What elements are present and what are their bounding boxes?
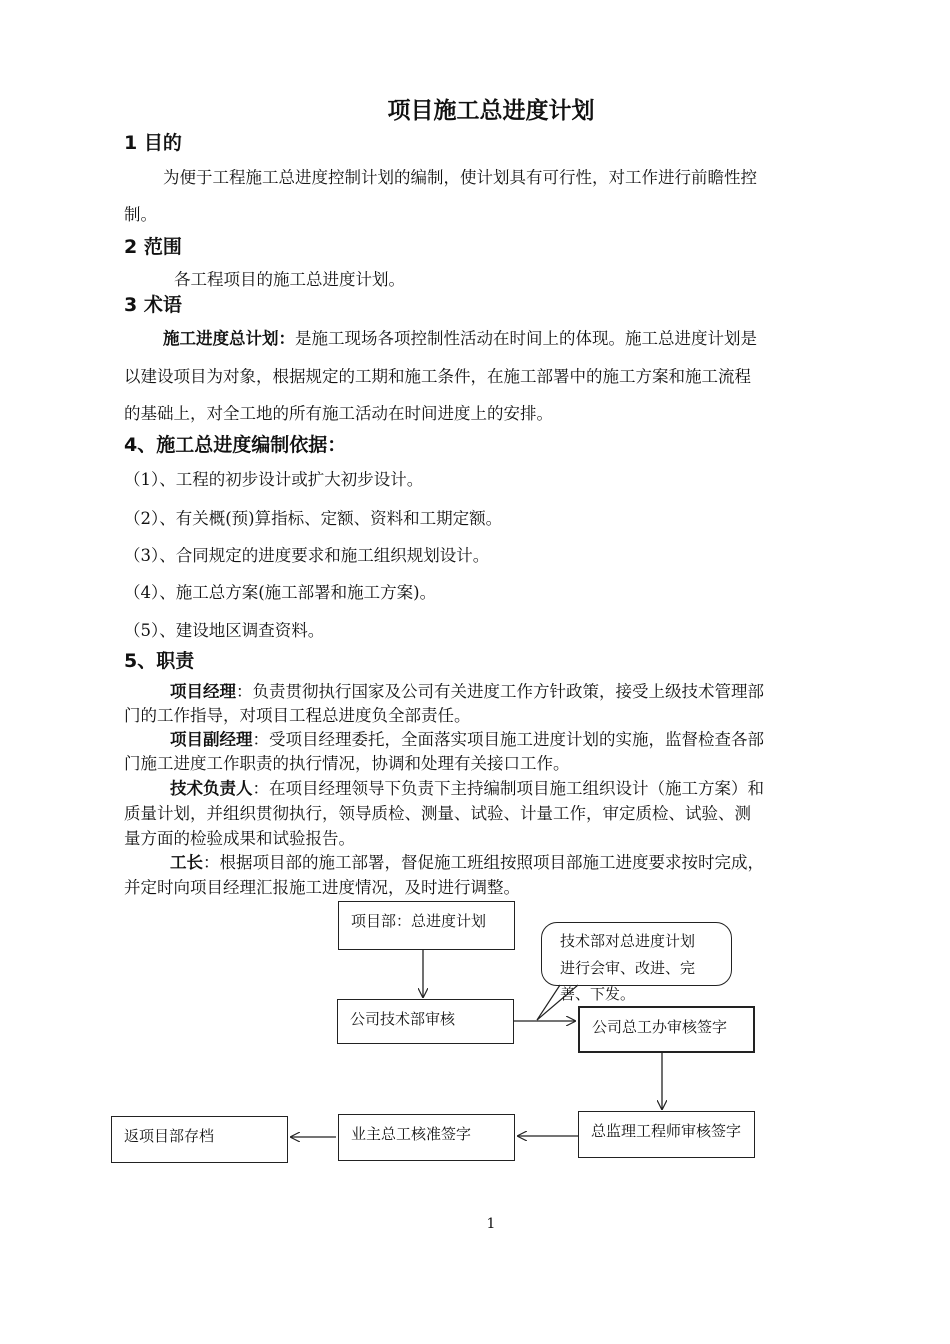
note-line-2: 进行会审、改进、完 (560, 959, 696, 977)
note-line-1: 技术部对总进度计划 (560, 932, 696, 950)
flow-box-supervisor: 总监理工程师审核签字 (578, 1111, 755, 1158)
page-number: 1 (486, 1216, 496, 1232)
role-tech-lead-line-3: 量方面的检验成果和试验报告。 (124, 829, 355, 848)
term-definition: 是施工现场各项控制性活动在时间上的体现。施工总进度计划是 (295, 329, 757, 348)
section-1-text-line-1: 为便于工程施工总进度控制计划的编制，使计划具有可行性，对工作进行前瞻性控 (163, 168, 757, 187)
section-3-text-line-1 (163, 325, 757, 349)
basis-item-5: （5）、建设地区调查资料。 (124, 621, 325, 640)
note-line-3: 善、下发。 (560, 985, 636, 1003)
basis-item-3: （3）、合同规定的进度要求和施工组织规划设计。 (124, 546, 490, 565)
section-3-text-line-2: 以建设项目为对象，根据规定的工期和施工条件，在施工部署中的施工方案和施工流程 (124, 367, 751, 386)
role-tech-lead-line-2: 质量计划，并组织贯彻执行，领导质检、测量、试验、计量工作，审定质检、试验、测 (124, 804, 751, 823)
flow-box-archive: 返项目部存档 (111, 1116, 288, 1163)
section-3-text-line-3: 的基础上，对全工地的所有施工活动在时间进度上的安排。 (124, 404, 553, 423)
term-label: 施工进度总计划： (163, 329, 295, 348)
role-project-manager-line-2: 门的工作指导，对项目工程总进度负全部责任。 (124, 706, 471, 725)
flow-box-chief-engineer: 公司总工办审核签字 (578, 1006, 755, 1053)
section-1-text-line-2: 制。 (124, 205, 157, 224)
flow-box-owner: 业主总工核准签字 (338, 1114, 515, 1161)
flow-box-project-plan: 项目部：总进度计划 (338, 901, 515, 950)
flow-note-bubble (541, 922, 732, 1003)
basis-item-4: （4）、施工总方案(施工部署和施工方案)。 (124, 583, 437, 602)
role-foreman-line-1: 工长：根据项目部的施工部署，督促施工班组按照项目部施工进度要求按时完成， (170, 853, 764, 872)
section-5-heading: 5、职责 (124, 650, 195, 672)
page-title: 项目施工总进度计划 (387, 98, 595, 124)
section-4-heading: 4、施工总进度编制依据： (124, 434, 347, 456)
role-label: 项目经理 (170, 682, 236, 701)
section-1-heading: 1 目的 (124, 132, 182, 154)
section-3-heading: 3 术语 (124, 294, 182, 316)
flow-box-tech-review: 公司技术部审核 (337, 999, 514, 1044)
role-label: 技术负责人 (170, 779, 253, 798)
basis-item-1: （1）、工程的初步设计或扩大初步设计。 (124, 470, 424, 489)
role-tech-lead-line-1: 技术负责人：在项目经理领导下负责下主持编制项目施工组织设计（施工方案）和 (170, 779, 764, 798)
role-foreman-line-2: 并定时向项目经理汇报施工进度情况，及时进行调整。 (124, 878, 520, 897)
role-deputy-manager-line-2: 门施工进度工作职责的执行情况，协调和处理有关接口工作。 (124, 754, 570, 773)
section-2-text: 各工程项目的施工总进度计划。 (174, 270, 405, 289)
role-project-manager-line-1: 项目经理：负责贯彻执行国家及公司有关进度工作方针政策，接受上级技术管理部 (170, 682, 764, 701)
role-deputy-manager-line-1: 项目副经理：受项目经理委托，全面落实项目施工进度计划的实施，监督检查各部 (170, 730, 764, 749)
basis-item-2: （2）、有关概(预)算指标、定额、资料和工期定额。 (124, 509, 503, 528)
role-label: 工长 (170, 853, 203, 872)
section-2-heading: 2 范围 (124, 236, 182, 258)
role-label: 项目副经理 (170, 730, 253, 749)
